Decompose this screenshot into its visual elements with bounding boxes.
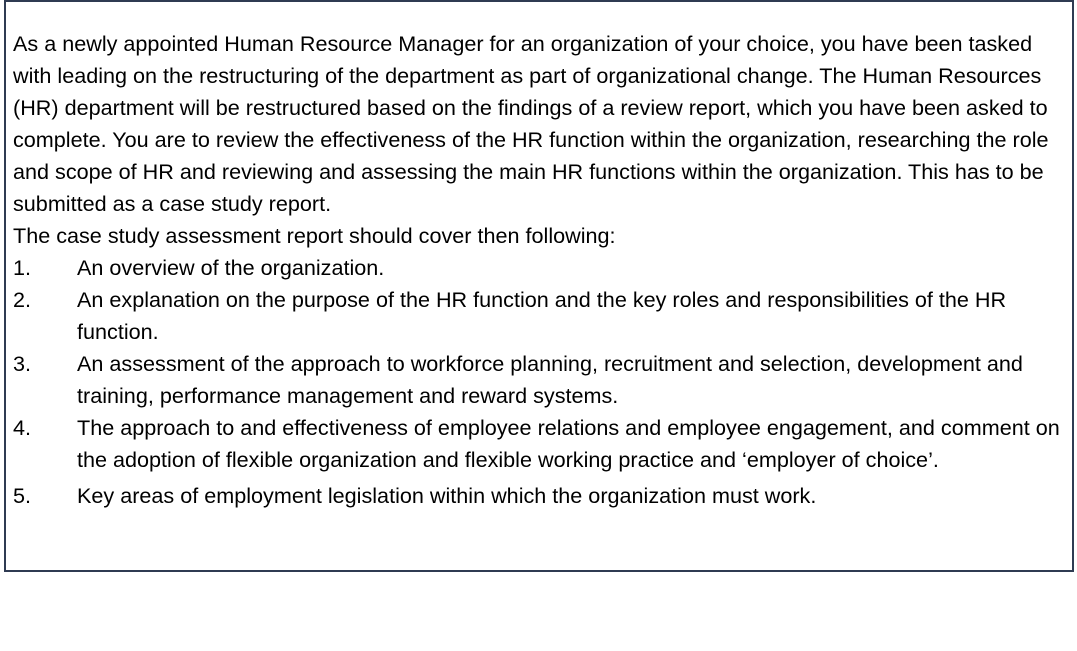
assignment-content [13, 28, 1068, 512]
item-number: 2. [13, 287, 32, 312]
requirements-list [13, 252, 1068, 512]
list-item [13, 348, 1068, 412]
lead-in-text: The case study assessment report should cover then following: [13, 223, 616, 248]
list-item [13, 284, 1068, 348]
list-item [13, 252, 1068, 284]
list-item [13, 412, 1068, 476]
item-text: An assessment of the approach to workforce planning, recruitment and selection, development and training, performance management and reward systems. [77, 351, 1023, 408]
item-number: 3. [13, 351, 32, 376]
item-text: An overview of the organization. [77, 255, 385, 280]
item-text: An explanation on the purpose of the HR function and the key roles and responsibilities of the HR function. [77, 287, 1007, 344]
list-item [13, 480, 1068, 512]
item-text: The approach to and effectiveness of employee relations and employee engagement, and comment on the adoption of flexible organization and flexible working practice and ‘employer of choice’. [77, 415, 1060, 472]
assignment-box [4, 0, 1074, 572]
item-number: 5. [13, 483, 32, 508]
item-text: Key areas of employment legislation within which the organization must work. [77, 483, 817, 508]
intro-paragraph: As a newly appointed Human Resource Manager for an organization of your choice, you have been tasked with leading on the restructuring of the department as part of organizational change. The Human Resources (HR) department will be restructured based on the findings of a review report, which you have been asked to complete. You are to review the effectiveness of the HR function within the organization, researching the role and scope of HR and reviewing and assessing the main HR functions within the organization. This has to be submitted as a case study report. [13, 31, 1049, 216]
item-number: 1. [13, 255, 32, 280]
item-number: 4. [13, 415, 32, 440]
